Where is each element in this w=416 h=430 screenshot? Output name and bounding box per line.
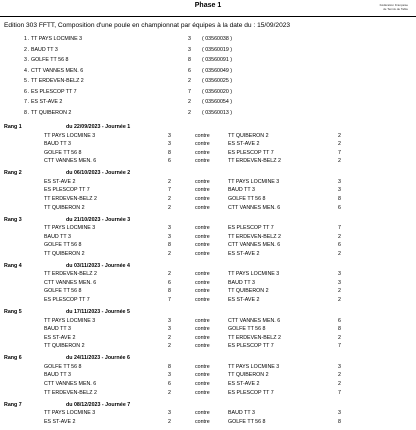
versus-label: contre xyxy=(195,195,210,202)
round-header xyxy=(0,169,416,178)
team-name: . ES ST-AVE 2 xyxy=(28,99,63,105)
match-row xyxy=(0,418,416,427)
match-row xyxy=(0,195,416,204)
match-row xyxy=(0,186,416,195)
away-team: ES ST-AVE 2 xyxy=(228,250,260,257)
versus-label: contre xyxy=(195,271,210,278)
away-team-index: 2 xyxy=(338,372,341,379)
home-team-index: 7 xyxy=(168,297,171,304)
round-block xyxy=(0,169,416,212)
home-team-index: 7 xyxy=(168,187,171,194)
round-header xyxy=(0,354,416,363)
round-date: du 08/12/2023 - Journée 7 xyxy=(66,401,131,408)
team-index: 2 xyxy=(188,109,191,116)
team-number: 6 xyxy=(24,88,27,95)
match-row xyxy=(0,325,416,334)
away-team-index: 3 xyxy=(338,410,341,417)
team-index: 7 xyxy=(188,88,191,95)
home-team-index: 2 xyxy=(168,389,171,396)
away-team: TT QUIBERON 2 xyxy=(228,132,269,139)
versus-label: contre xyxy=(195,410,210,417)
match-row xyxy=(0,204,416,213)
away-team: TT ERDEVEN-BELZ 2 xyxy=(228,334,281,341)
match-row xyxy=(0,149,416,158)
away-team-index: 7 xyxy=(338,225,341,232)
away-team: CTT VANNES MEN. 6 xyxy=(228,204,281,211)
home-team: BAUD TT 3 xyxy=(44,141,71,148)
round-header xyxy=(0,216,416,225)
match-row xyxy=(0,389,416,398)
away-team-index: 7 xyxy=(338,343,341,350)
match-row xyxy=(0,296,416,305)
round-header xyxy=(0,123,416,132)
home-team-index: 8 xyxy=(168,149,171,156)
home-team-index: 8 xyxy=(168,288,171,295)
away-team: ES PLESCOP TT 7 xyxy=(228,225,274,232)
away-team: TT ERDEVEN-BELZ 2 xyxy=(228,158,281,165)
home-team: TT QUIBERON 2 xyxy=(44,343,85,350)
match-row xyxy=(0,178,416,187)
team-code: ( 03560038 ) xyxy=(202,36,233,42)
team-number: 7 xyxy=(24,99,27,105)
match-row xyxy=(0,224,416,233)
team-code: ( 03560013 ) xyxy=(202,109,233,116)
home-team: GOLFE TT 56 8 xyxy=(44,149,82,156)
away-team: ES ST-AVE 2 xyxy=(228,297,260,304)
team-number: 1 xyxy=(24,36,27,42)
team-number: 5 xyxy=(24,78,27,84)
home-team: CTT VANNES MEN. 6 xyxy=(44,381,97,388)
home-team: TT PAYS LOCMINE 3 xyxy=(44,132,96,139)
team-index: 2 xyxy=(188,78,191,84)
away-team: TT PAYS LOCMINE 3 xyxy=(228,271,280,278)
away-team-index: 2 xyxy=(338,233,341,240)
home-team-index: 2 xyxy=(168,204,171,211)
away-team: CTT VANNES MEN. 6 xyxy=(228,242,281,249)
team-number: 8 xyxy=(24,109,27,116)
home-team-index: 3 xyxy=(168,225,171,232)
team-number: 2 xyxy=(24,46,27,53)
home-team-index: 6 xyxy=(168,158,171,165)
home-team-index: 3 xyxy=(168,317,171,324)
home-team: ES PLESCOP TT 7 xyxy=(44,187,90,194)
home-team: TT PAYS LOCMINE 3 xyxy=(44,317,96,324)
home-team: TT QUIBERON 2 xyxy=(44,250,85,257)
away-team-index: 7 xyxy=(338,149,341,156)
header-divider xyxy=(0,16,416,17)
versus-label: contre xyxy=(195,363,210,370)
away-team: GOLFE TT 56 8 xyxy=(228,418,266,425)
home-team: CTT VANNES MEN. 6 xyxy=(44,158,97,165)
away-team: ES ST-AVE 2 xyxy=(228,141,260,148)
away-team: ES PLESCOP TT 7 xyxy=(228,343,274,350)
home-team: BAUD TT 3 xyxy=(44,326,71,333)
versus-label: contre xyxy=(195,204,210,211)
match-row xyxy=(0,132,416,141)
round-label: Rang 6 xyxy=(4,355,22,362)
home-team: GOLFE TT 56 8 xyxy=(44,363,82,370)
home-team: ES PLESCOP TT 7 xyxy=(44,297,90,304)
round-block xyxy=(0,308,416,351)
round-label: Rang 2 xyxy=(4,170,22,177)
away-team: TT ERDEVEN-BELZ 2 xyxy=(228,233,281,240)
home-team-index: 2 xyxy=(168,195,171,202)
match-row xyxy=(0,371,416,380)
round-block xyxy=(0,401,416,427)
team-number: 4 xyxy=(24,67,27,74)
match-row xyxy=(0,363,416,372)
match-row xyxy=(0,287,416,296)
away-team: TT QUIBERON 2 xyxy=(228,372,269,379)
home-team-index: 3 xyxy=(168,410,171,417)
home-team-index: 2 xyxy=(168,418,171,425)
round-label: Rang 5 xyxy=(4,309,22,316)
round-date: du 17/11/2023 - Journée 5 xyxy=(66,309,130,316)
away-team-index: 2 xyxy=(338,250,341,257)
team-name: . BAUD TT 3 xyxy=(28,46,58,53)
match-row xyxy=(0,334,416,343)
home-team: ES ST-AVE 2 xyxy=(44,418,76,425)
match-row xyxy=(0,279,416,288)
away-team-index: 3 xyxy=(338,187,341,194)
home-team: TT PAYS LOCMINE 3 xyxy=(44,410,96,417)
federation-logo xyxy=(368,3,408,11)
page-title: Phase 1 xyxy=(194,2,222,9)
round-block xyxy=(0,354,416,397)
round-header xyxy=(0,262,416,271)
team-code: ( 03560054 ) xyxy=(202,99,233,105)
away-team: ES PLESCOP TT 7 xyxy=(228,149,274,156)
round-date: du 22/09/2023 - Journée 1 xyxy=(66,124,131,130)
match-row xyxy=(0,233,416,242)
away-team: BAUD TT 3 xyxy=(228,279,255,286)
team-index: 2 xyxy=(188,99,191,105)
home-team-index: 3 xyxy=(168,372,171,379)
round-block xyxy=(0,123,416,166)
team-index: 8 xyxy=(188,57,191,63)
match-row xyxy=(0,317,416,326)
home-team: TT ERDEVEN-BELZ 2 xyxy=(44,195,97,202)
versus-label: contre xyxy=(195,317,210,324)
team-name: . TT QUIBERON 2 xyxy=(28,109,72,116)
away-team-index: 3 xyxy=(338,363,341,370)
away-team-index: 3 xyxy=(338,279,341,286)
round-label: Rang 3 xyxy=(4,216,22,223)
versus-label: contre xyxy=(195,381,210,388)
away-team: TT PAYS LOCMINE 3 xyxy=(228,363,280,370)
home-team-index: 8 xyxy=(168,242,171,249)
home-team: TT PAYS LOCMINE 3 xyxy=(44,225,96,232)
match-row xyxy=(0,140,416,149)
logo-line: Fédération Française xyxy=(379,3,408,7)
versus-label: contre xyxy=(195,279,210,286)
away-team: BAUD TT 3 xyxy=(228,410,255,417)
team-name: . ES PLESCOP TT 7 xyxy=(28,88,77,95)
home-team: BAUD TT 3 xyxy=(44,233,71,240)
away-team-index: 3 xyxy=(338,178,341,185)
round-label: Rang 4 xyxy=(4,262,22,269)
away-team-index: 6 xyxy=(338,317,341,324)
round-block xyxy=(0,216,416,259)
away-team-index: 8 xyxy=(338,326,341,333)
match-row xyxy=(0,380,416,389)
team-index: 3 xyxy=(188,46,191,53)
round-date: du 21/10/2023 - Journée 3 xyxy=(66,216,131,223)
home-team-index: 3 xyxy=(168,132,171,139)
match-row xyxy=(0,250,416,259)
match-row xyxy=(0,157,416,166)
round-label: Rang 1 xyxy=(4,124,22,130)
home-team-index: 2 xyxy=(168,250,171,257)
versus-label: contre xyxy=(195,288,210,295)
round-date: du 03/11/2023 - Journée 4 xyxy=(66,262,130,269)
round-date: du 06/10/2023 - Journée 2 xyxy=(66,170,131,177)
team-code: ( 03560025 ) xyxy=(202,78,233,84)
logo-line: de Tennis de Table xyxy=(383,7,408,11)
home-team: CTT VANNES MEN. 6 xyxy=(44,279,97,286)
home-team-index: 2 xyxy=(168,178,171,185)
team-code: ( 03560019 ) xyxy=(202,46,233,53)
versus-label: contre xyxy=(195,242,210,249)
versus-label: contre xyxy=(195,141,210,148)
home-team: GOLFE TT 56 8 xyxy=(44,288,82,295)
away-team-index: 2 xyxy=(338,297,341,304)
away-team: TT QUIBERON 2 xyxy=(228,288,269,295)
versus-label: contre xyxy=(195,389,210,396)
away-team: CTT VANNES MEN. 6 xyxy=(228,317,281,324)
home-team-index: 3 xyxy=(168,326,171,333)
team-name: . TT PAYS LOCMINE 3 xyxy=(28,36,83,42)
home-team: ES ST-AVE 2 xyxy=(44,178,76,185)
home-team-index: 2 xyxy=(168,343,171,350)
match-row xyxy=(0,409,416,418)
home-team: TT ERDEVEN-BELZ 2 xyxy=(44,271,97,278)
away-team: ES PLESCOP TT 7 xyxy=(228,389,274,396)
home-team: GOLFE TT 56 8 xyxy=(44,242,82,249)
versus-label: contre xyxy=(195,178,210,185)
home-team-index: 2 xyxy=(168,334,171,341)
fixtures xyxy=(0,123,416,430)
team-name: . CTT VANNES MEN. 6 xyxy=(28,67,84,74)
team-name: . GOLFE TT 56 8 xyxy=(28,57,69,63)
match-row xyxy=(0,342,416,351)
home-team: ES ST-AVE 2 xyxy=(44,334,76,341)
team-code: ( 03560020 ) xyxy=(202,88,233,95)
home-team: TT ERDEVEN-BELZ 2 xyxy=(44,389,97,396)
versus-label: contre xyxy=(195,158,210,165)
round-header xyxy=(0,308,416,317)
team-index: 3 xyxy=(188,36,191,42)
away-team-index: 3 xyxy=(338,271,341,278)
away-team-index: 6 xyxy=(338,204,341,211)
away-team: GOLFE TT 56 8 xyxy=(228,326,266,333)
home-team: TT QUIBERON 2 xyxy=(44,204,85,211)
versus-label: contre xyxy=(195,233,210,240)
away-team: GOLFE TT 56 8 xyxy=(228,195,266,202)
home-team-index: 6 xyxy=(168,381,171,388)
versus-label: contre xyxy=(195,343,210,350)
away-team-index: 2 xyxy=(338,158,341,165)
versus-label: contre xyxy=(195,149,210,156)
away-team-index: 2 xyxy=(338,334,341,341)
match-row xyxy=(0,270,416,279)
home-team-index: 6 xyxy=(168,279,171,286)
away-team: ES ST-AVE 2 xyxy=(228,381,260,388)
versus-label: contre xyxy=(195,334,210,341)
round-label: Rang 7 xyxy=(4,401,22,408)
home-team-index: 3 xyxy=(168,233,171,240)
round-header xyxy=(0,401,416,410)
home-team: BAUD TT 3 xyxy=(44,372,71,379)
round-date: du 24/11/2023 - Journée 6 xyxy=(66,355,130,362)
home-team-index: 2 xyxy=(168,271,171,278)
versus-label: contre xyxy=(195,132,210,139)
away-team-index: 2 xyxy=(338,132,341,139)
away-team-index: 2 xyxy=(338,141,341,148)
away-team: BAUD TT 3 xyxy=(228,187,255,194)
versus-label: contre xyxy=(195,326,210,333)
home-team-index: 8 xyxy=(168,363,171,370)
versus-label: contre xyxy=(195,372,210,379)
away-team-index: 8 xyxy=(338,195,341,202)
versus-label: contre xyxy=(195,225,210,232)
match-row xyxy=(0,241,416,250)
team-index: 6 xyxy=(188,67,191,74)
team-number: 3 xyxy=(24,57,27,63)
versus-label: contre xyxy=(195,250,210,257)
away-team: TT PAYS LOCMINE 3 xyxy=(228,178,280,185)
away-team-index: 6 xyxy=(338,242,341,249)
home-team-index: 3 xyxy=(168,141,171,148)
versus-label: contre xyxy=(195,187,210,194)
away-team-index: 8 xyxy=(338,418,341,425)
away-team-index: 2 xyxy=(338,288,341,295)
team-code: ( 03560049 ) xyxy=(202,67,233,74)
away-team-index: 7 xyxy=(338,389,341,396)
versus-label: contre xyxy=(195,418,210,425)
round-block xyxy=(0,262,416,305)
away-team-index: 2 xyxy=(338,381,341,388)
versus-label: contre xyxy=(195,297,210,304)
edition-heading: Edition 303 FFTT, Composition d'une poule en championnat par équipes à la date du : 15/09/2023 xyxy=(4,22,291,29)
team-code: ( 03560091 ) xyxy=(202,57,233,63)
team-name: . TT ERDEVEN-BELZ 2 xyxy=(28,78,84,84)
